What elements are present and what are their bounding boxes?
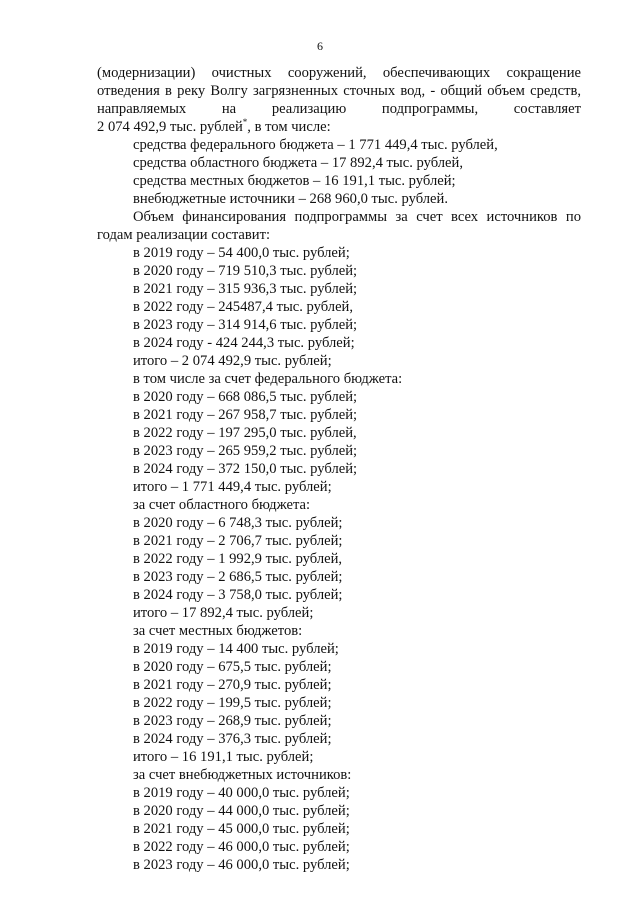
- intro-line: направляемых на реализацию подпрограммы, составляет: [97, 101, 581, 117]
- list-item: в 2020 году – 6 748,3 тыс. рублей;: [133, 515, 343, 531]
- intro-total-line: [97, 118, 581, 136]
- financing-intro-line: годам реализации составит:: [97, 227, 271, 243]
- list-item: итого – 16 191,1 тыс. рублей;: [133, 749, 314, 765]
- list-item: в 2022 году – 46 000,0 тыс. рублей;: [133, 839, 350, 855]
- list-item: итого – 17 892,4 тыс. рублей;: [133, 605, 314, 621]
- list-item: средства местных бюджетов – 16 191,1 тыс. рублей;: [133, 173, 456, 189]
- list-item: в 2020 году – 719 510,3 тыс. рублей;: [133, 263, 358, 279]
- list-item: в 2021 году – 270,9 тыс. рублей;: [133, 677, 332, 693]
- list-item: в 2020 году – 668 086,5 тыс. рублей;: [133, 389, 358, 405]
- list-item: в 2021 году – 267 958,7 тыс. рублей;: [133, 407, 358, 423]
- financing-intro-line: Объем финансирования подпрограммы за счет всех источников по: [133, 209, 581, 225]
- list-item: в 2024 году - 424 244,3 тыс. рублей;: [133, 335, 355, 351]
- list-item: итого – 2 074 492,9 тыс. рублей;: [133, 353, 332, 369]
- section-heading: за счет областного бюджета:: [133, 497, 311, 513]
- section-heading: в том числе за счет федерального бюджета:: [133, 371, 403, 387]
- list-item: в 2023 году – 46 000,0 тыс. рублей;: [133, 857, 350, 873]
- funding-sources-list: [97, 136, 581, 208]
- list-item: в 2023 году – 265 959,2 тыс. рублей;: [133, 443, 358, 459]
- list-item: в 2021 году – 2 706,7 тыс. рублей;: [133, 533, 343, 549]
- local-budget-list: [97, 622, 581, 766]
- list-item: итого – 1 771 449,4 тыс. рублей;: [133, 479, 332, 495]
- list-item: в 2020 году – 44 000,0 тыс. рублей;: [133, 803, 350, 819]
- list-item: в 2024 году – 376,3 тыс. рублей;: [133, 731, 332, 747]
- list-item: в 2019 году – 54 400,0 тыс. рублей;: [133, 245, 350, 261]
- total-amount: 2 074 492,9 тыс. рублей: [97, 119, 243, 135]
- federal-budget-list: [97, 370, 581, 496]
- list-item: в 2022 году – 199,5 тыс. рублей;: [133, 695, 332, 711]
- list-item: в 2023 году – 268,9 тыс. рублей;: [133, 713, 332, 729]
- intro-line: (модернизации) очистных сооружений, обеспечивающих сокращение: [97, 65, 581, 81]
- list-item: в 2023 году – 314 914,6 тыс. рублей;: [133, 317, 358, 333]
- list-item: в 2021 году – 315 936,3 тыс. рублей;: [133, 281, 358, 297]
- list-item: в 2019 году – 40 000,0 тыс. рублей;: [133, 785, 350, 801]
- financing-intro-paragraph: [97, 208, 581, 244]
- all-sources-by-year-list: [97, 244, 581, 370]
- list-item: в 2022 году – 245487,4 тыс. рублей,: [133, 299, 354, 315]
- list-item: в 2022 году – 197 295,0 тыс. рублей,: [133, 425, 357, 441]
- intro-tail: , в том числе:: [247, 119, 331, 135]
- page-number: 6: [317, 39, 323, 53]
- list-item: в 2023 году – 2 686,5 тыс. рублей;: [133, 569, 343, 585]
- list-item: в 2021 году – 45 000,0 тыс. рублей;: [133, 821, 350, 837]
- intro-paragraph: [97, 64, 581, 136]
- list-item: средства областного бюджета – 17 892,4 тыс. рублей,: [133, 155, 463, 171]
- list-item: в 2022 году – 1 992,9 тыс. рублей,: [133, 551, 343, 567]
- section-heading: за счет внебюджетных источников:: [133, 767, 352, 783]
- regional-budget-list: [97, 496, 581, 622]
- list-item: в 2024 году – 372 150,0 тыс. рублей;: [133, 461, 358, 477]
- list-item: внебюджетные источники – 268 960,0 тыс. рублей.: [133, 191, 448, 207]
- footnote-mark: *: [242, 117, 248, 127]
- list-item: в 2020 году – 675,5 тыс. рублей;: [133, 659, 332, 675]
- intro-line: отведения в реку Волгу загрязненных сточных вод, - общий объем средств,: [97, 83, 581, 99]
- list-item: средства федерального бюджета – 1 771 449,4 тыс. рублей,: [133, 137, 498, 153]
- extrabudgetary-list: [97, 766, 581, 874]
- document-body: [97, 64, 581, 874]
- list-item: в 2019 году – 14 400 тыс. рублей;: [133, 641, 339, 657]
- section-heading: за счет местных бюджетов:: [133, 623, 303, 639]
- list-item: в 2024 году – 3 758,0 тыс. рублей;: [133, 587, 343, 603]
